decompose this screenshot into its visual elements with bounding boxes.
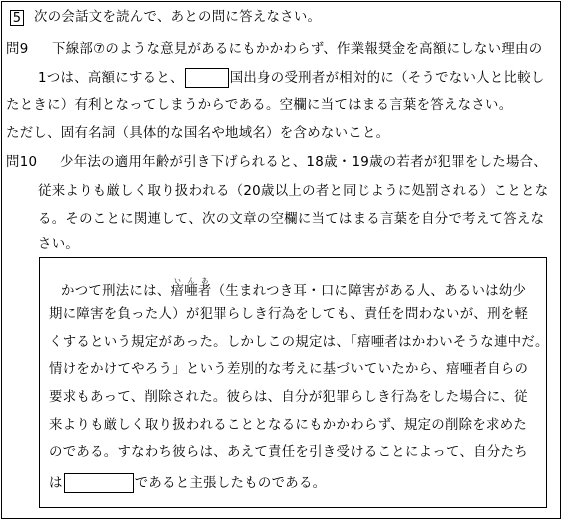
q10-text-3: る。そのことに関連して、次の文章の空欄に当てはまる言葉を自分で考えて答えな — [38, 212, 545, 227]
q10-line-3 — [38, 212, 544, 228]
q9-text-1: 下線部⑦のような意見があるにもかかわらず、作業報奨金を高額にしない理由の — [52, 42, 543, 57]
ruby-base: 瘖唖者 — [170, 284, 212, 299]
inna-ruby — [170, 277, 212, 299]
q9-line-2 — [38, 68, 545, 88]
q10-line-2 — [38, 184, 549, 200]
passage-text-7: のである。すなわち彼らは、あえて責任を引き受けることによって、自分たち — [49, 445, 528, 460]
passage-line-7 — [49, 445, 528, 461]
q10-text-2: 従来よりも厳しく取り扱われる（20歳以上の者と同じように処罰される）こととな — [38, 184, 549, 199]
q10-line-1 — [6, 155, 547, 171]
q9-label: 問9 — [6, 42, 29, 57]
passage-text-2: 期に障害を負った人）が犯罪らしき行為をしても、責任を問わないが、刑を軽 — [49, 307, 529, 322]
question-frame — [1, 1, 561, 519]
q9-line-3 — [6, 98, 512, 114]
q9-text-2-post: 国出身の受刑者が相対的に（そうでない人と比較し — [229, 71, 545, 86]
q9-text-2-pre: 1つは、高額にすると、 — [38, 71, 184, 86]
passage-text-3: くするという規定があった。しかしこの規定は、「瘖唖者はかわいそうな連中だ。 — [49, 335, 549, 350]
section-instruction: 次の会話文を読んで、あとの問に答えなさい。 — [34, 10, 322, 25]
passage-line-5 — [49, 390, 528, 406]
passage-line-6 — [49, 418, 527, 434]
q9-answer-blank[interactable] — [185, 68, 229, 88]
q10-line-4 — [38, 237, 79, 253]
q9-line-1 — [6, 42, 542, 58]
q9-line-4 — [6, 126, 389, 142]
q10-label: 問10 — [6, 155, 38, 170]
passage-text-4: 情けをかけてやろう」という差別的な考えに基づいていたから、瘖唖者自らの — [49, 362, 529, 377]
passage-box — [39, 257, 547, 508]
passage-line-2 — [49, 307, 528, 323]
passage-text-8-post: であると主張したものである。 — [134, 476, 327, 491]
passage-line-8 — [49, 473, 326, 493]
q10-answer-blank[interactable] — [64, 473, 134, 493]
passage-text-1-pre: かつて刑法には、 — [61, 284, 171, 299]
q10-text-4: さい。 — [38, 237, 80, 252]
section-header — [10, 10, 321, 26]
passage-line-4 — [49, 362, 528, 378]
q10-text-1: 少年法の適用年齢が引き下げられると、18歳・19歳の若者が犯罪をした場合、 — [60, 155, 548, 170]
q9-text-3: たときに）有利となってしまうからである。空欄に当てはまる言葉を答えなさい。 — [6, 98, 513, 113]
passage-text-8-pre: は — [49, 476, 63, 491]
passage-line-1 — [61, 277, 526, 300]
passage-line-3 — [49, 335, 549, 351]
section-number-box: 5 — [10, 10, 24, 26]
passage-text-5: 要求もあって、削除された。彼らは、自分が犯罪らしき行為をした場合に、従 — [49, 390, 528, 405]
passage-text-1-post: （生まれつき耳・口に障害がある人、あるいは幼少 — [211, 284, 527, 299]
passage-text-6: 来よりも厳しく取り扱われることとなるにもかかわらず、規定の削除を求めた — [49, 418, 528, 433]
q9-text-4: ただし、固有名詞（具体的な国名や地域名）を含めないこと。 — [6, 126, 390, 141]
ruby-reading: いんあ — [170, 277, 212, 285]
